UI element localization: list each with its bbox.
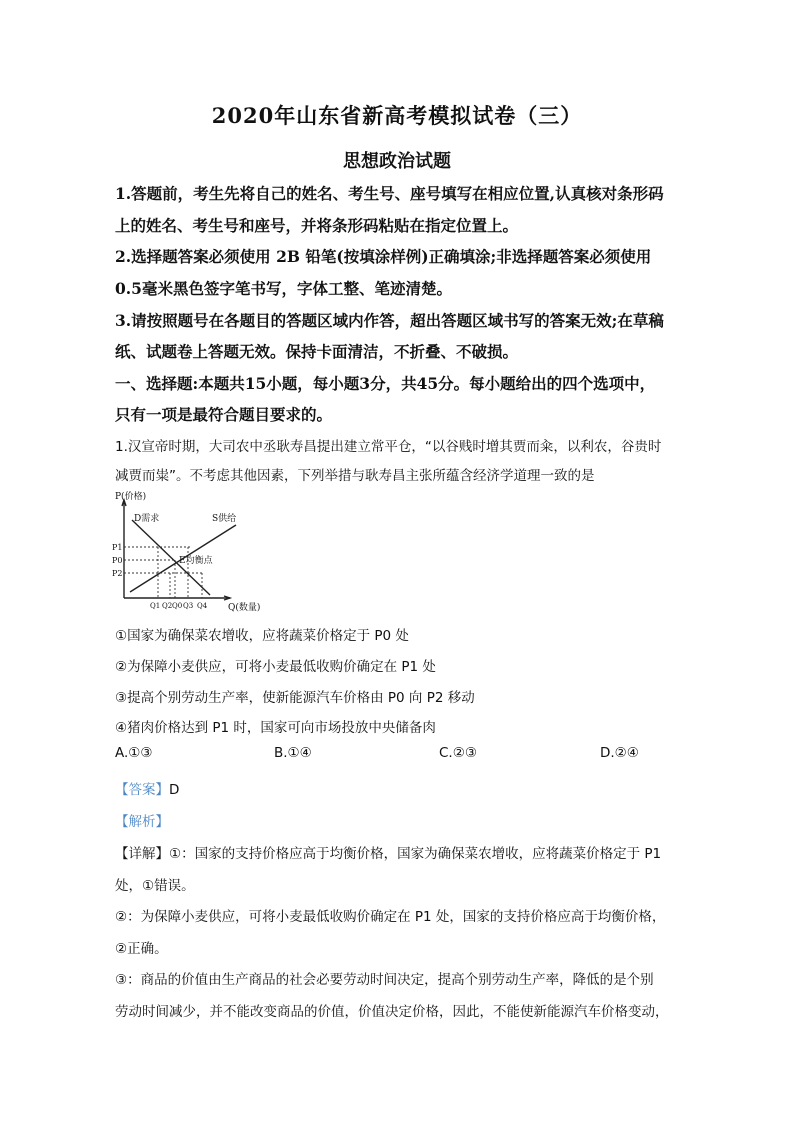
- answer-tag: 【答案】: [115, 782, 169, 798]
- statement: ④猪肉价格达到 P1 时，国家可向市场投放中央储备肉: [115, 720, 436, 736]
- page-subtitle: 思想政治试题: [343, 151, 451, 172]
- p-tick-label: P2: [112, 569, 123, 578]
- analysis-line: [115, 810, 695, 830]
- page-title: 2020年山东省新高考模拟试卷（三）: [211, 103, 583, 128]
- detail-line: ②：为保障小麦供应，可将小麦最低收购价确定在 P1 处，国家的支持价格应高于均衡价格，: [115, 909, 666, 925]
- supply-demand-figure: [112, 490, 282, 615]
- detail-line: ②正确。: [115, 941, 168, 957]
- option-b: B.①④: [274, 745, 312, 761]
- detail-line: 【详解】①：国家的支持价格应高于均衡价格，国家为确保菜农增收，应将蔬菜价格定于 P1: [115, 846, 662, 862]
- q-tick-label: Q3: [183, 602, 194, 610]
- instruction-line: 纸、试题卷上答题无效。保持卡面清洁，不折叠、不破损。: [115, 342, 519, 361]
- q-tick-label: Q1: [150, 602, 161, 610]
- instruction-line: 0.5毫米黑色签字笔书写，字体工整、笔迹清楚。: [115, 279, 452, 298]
- q-tick-label: Q4: [197, 602, 208, 610]
- answer-value: D: [169, 782, 180, 798]
- section-heading: 只有一项是最符合题目要求的。: [115, 405, 333, 424]
- detail-line: 劳动时间减少，并不能改变商品的价值，价值决定价格，因此，不能使新能源汽车价格变动，: [115, 1004, 669, 1020]
- q-tick-label: Q0: [172, 602, 183, 610]
- option-c: C.②③: [439, 745, 477, 761]
- answer-line: [115, 778, 695, 798]
- statement: ③提高个别劳动生产率，使新能源汽车价格由 P0 向 P2 移动: [115, 690, 475, 706]
- option-d: D.②④: [600, 745, 639, 761]
- instruction-line: 1.答题前，考生先将自己的姓名、考生号、座号填写在相应位置,认真核对条形码: [115, 184, 664, 203]
- demand-label: D需求: [134, 514, 160, 524]
- price-axis-label: P(价格): [115, 492, 147, 502]
- detail-line: 处，①错误。: [115, 878, 195, 894]
- instruction-line: 3.请按照题号在各题目的答题区域内作答，超出答题区域书写的答案无效;在草稿: [115, 311, 664, 330]
- instruction-line: 2.选择题答案必须使用 2B 铅笔(按填涂样例)正确填涂;非选择题答案必须使用: [115, 247, 652, 266]
- analysis-tag: 【解析】: [115, 814, 169, 830]
- quantity-axis-label: Q(数量): [228, 603, 261, 613]
- p-tick-label: P1: [112, 543, 123, 552]
- question-stem: 1.汉宣帝时期，大司农中丞耿寿昌提出建立常平仓，“以谷贱时增其贾而籴，以利农，谷贵时: [115, 439, 662, 455]
- instruction-line: 上的姓名、考生号和座号，并将条形码粘贴在指定位置上。: [115, 216, 519, 235]
- detail-line: ③：商品的价值由生产商品的社会必要劳动时间决定，提高个别劳动生产率，降低的是个别: [115, 972, 654, 988]
- statement: ②为保障小麦供应，可将小麦最低收购价确定在 P1 处: [115, 659, 436, 675]
- supply-label: S供给: [212, 514, 237, 524]
- p-tick-label: P0: [112, 556, 123, 565]
- statement: ①国家为确保菜农增收，应将蔬菜价格定于 P0 处: [115, 628, 409, 644]
- q-tick-label: Q2: [162, 602, 173, 610]
- section-heading: 一、选择题:本题共15小题，每小题3分，共45分。每小题给出的四个选项中，: [115, 374, 656, 393]
- option-a: A.①③: [115, 745, 153, 761]
- question-stem: 减贾而粜”。不考虑其他因素，下列举措与耿寿昌主张所蕴含经济学道理一致的是: [115, 468, 595, 484]
- equilibrium-label: E均衡点: [179, 556, 213, 566]
